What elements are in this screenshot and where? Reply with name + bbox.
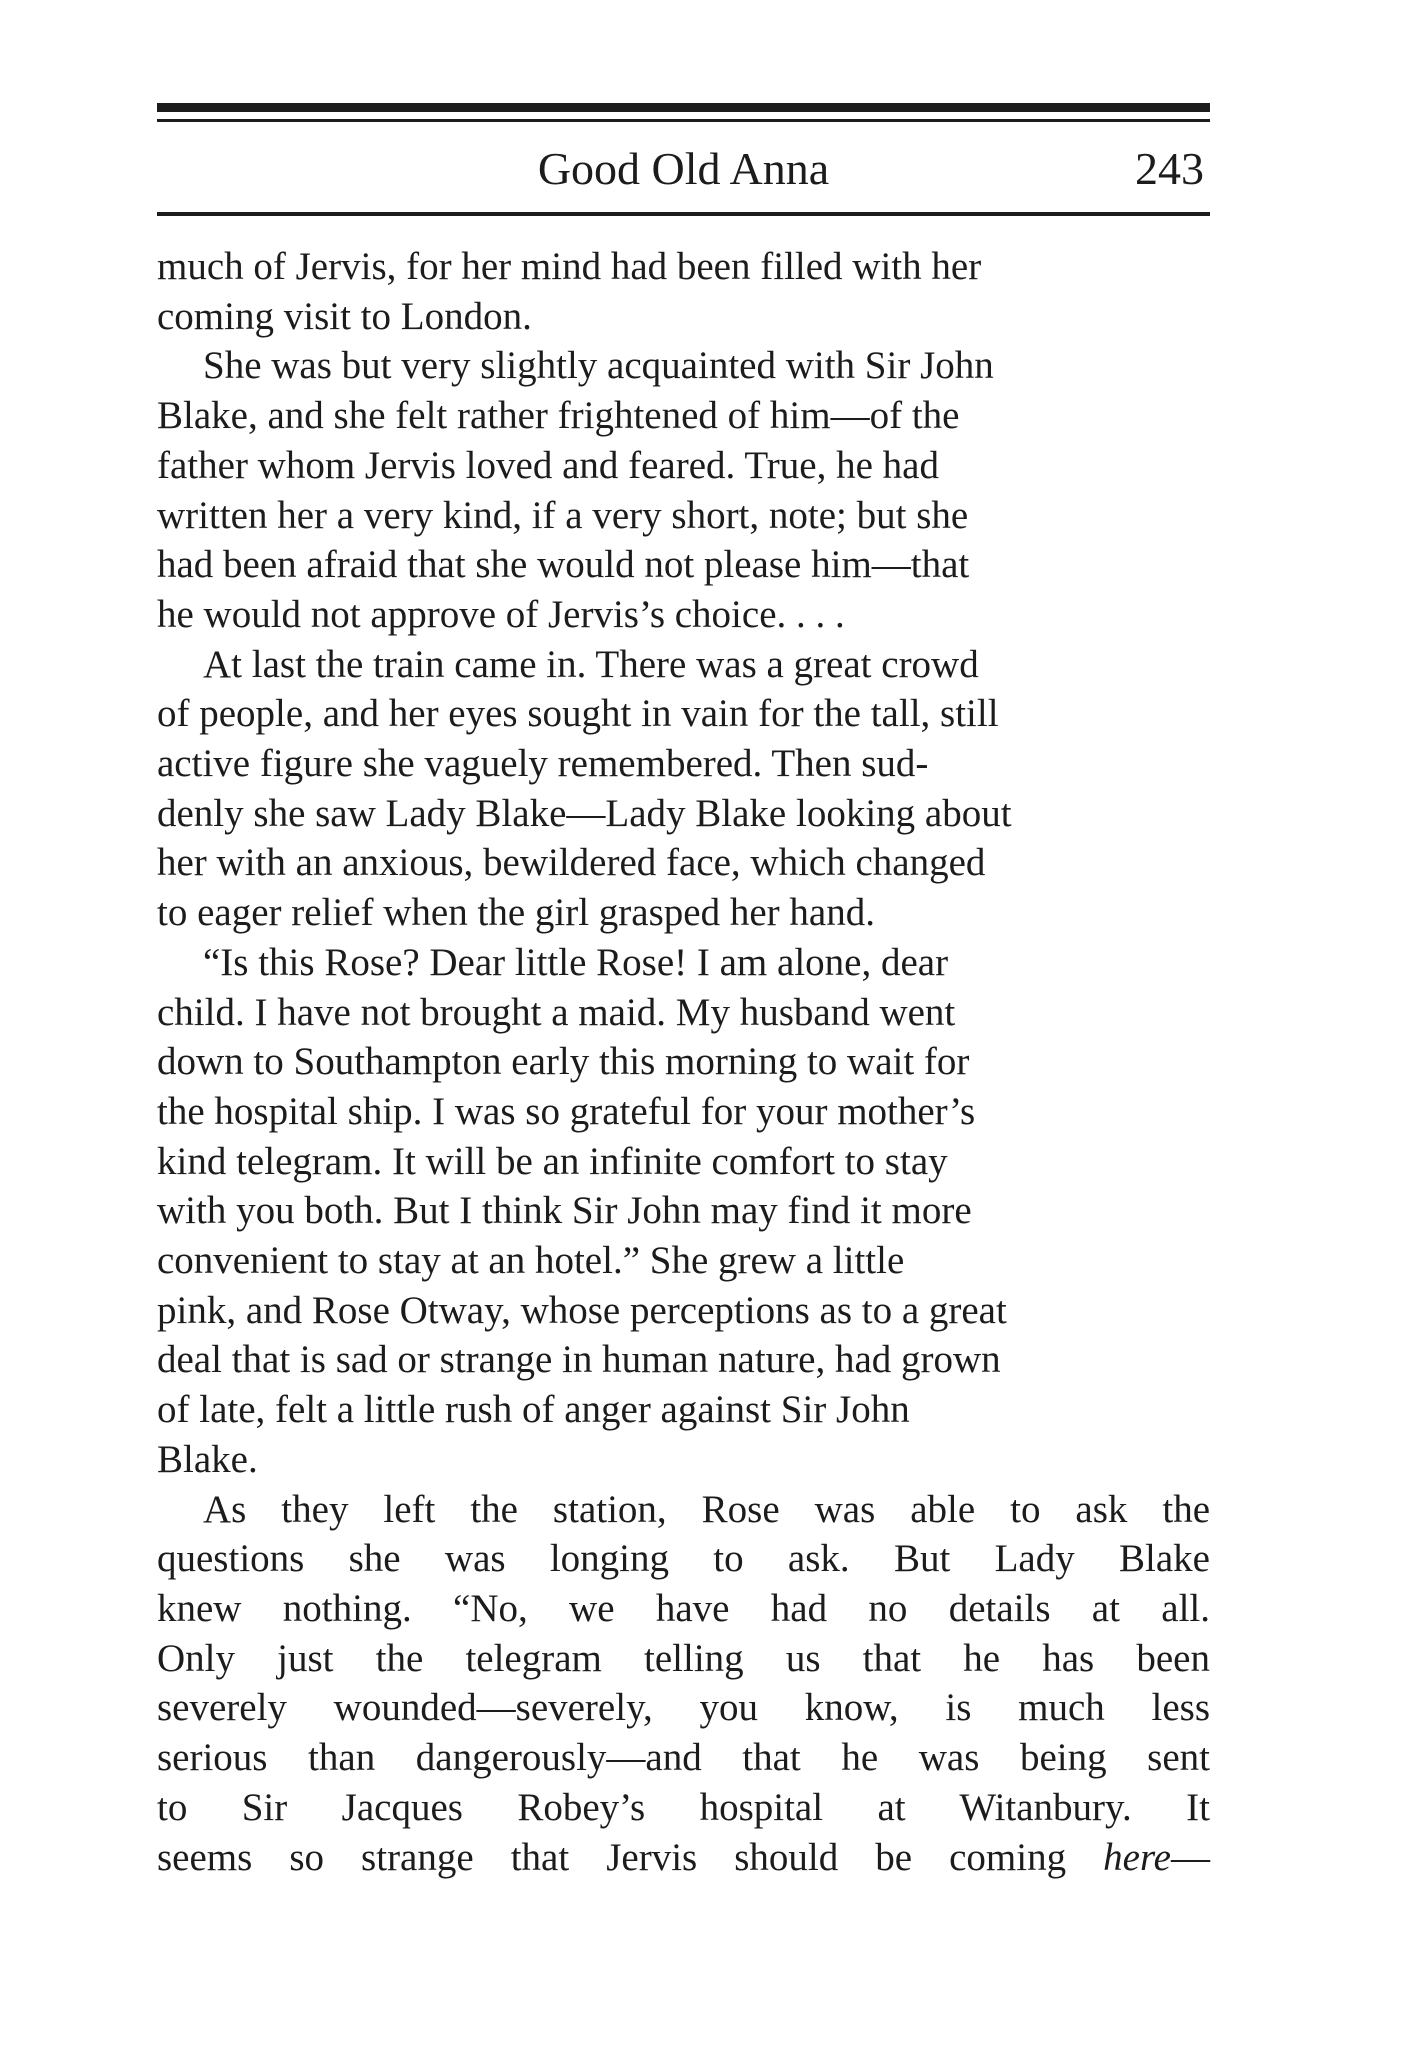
text-line: had been afraid that she would not please him—that (157, 543, 970, 587)
text-line: At last the train came in. There was a great crowd (203, 642, 979, 686)
header-rule (157, 212, 1210, 216)
text-line: of people, and her eyes sought in vain for the tall, still (157, 692, 999, 736)
paragraph (157, 640, 1210, 938)
text-line: father whom Jervis loved and feared. True, he had (157, 443, 939, 487)
text-line: pink, and Rose Otway, whose perceptions as to a great (157, 1288, 1007, 1332)
text-line: kind telegram. It will be an infinite comfort to stay (157, 1139, 948, 1183)
text-line: much of Jervis, for her mind had been filled with her (157, 245, 982, 288)
paragraph (157, 1485, 1210, 1883)
text-line: severely wounded—severely, you know, is much less (157, 1686, 1210, 1730)
text-line: serious than dangerously—and that he was being sent (157, 1736, 1210, 1780)
running-head (157, 138, 1210, 200)
text-line: to Sir Jacques Robey’s hospital at Witanbury. It (157, 1785, 1210, 1829)
body-text (157, 242, 1210, 1882)
text-segment: seems so strange that Jervis should be coming (157, 1835, 1104, 1879)
text-line: convenient to stay at an hotel.” She grew a little (157, 1239, 905, 1283)
page-number: 243 (1135, 143, 1204, 194)
text-line: questions she was longing to ask. But Lady Blake (157, 1537, 1210, 1581)
paragraph (157, 938, 1210, 1485)
text-line: “Is this Rose? Dear little Rose! I am alone, dear (203, 940, 949, 984)
top-rule-thin (157, 119, 1210, 122)
text-line: Blake. (157, 1437, 258, 1481)
text-line: of late, felt a little rush of anger against Sir John (157, 1388, 910, 1432)
text-line: down to Southampton early this morning to wait for (157, 1040, 970, 1084)
text-line: written her a very kind, if a very short, note; but she (157, 493, 969, 537)
top-rule-thick (157, 103, 1210, 112)
paragraph (157, 242, 1210, 341)
text-line: child. I have not brought a maid. My husband went (157, 990, 956, 1034)
italic-word: here (1103, 1835, 1171, 1879)
text-segment: — (1171, 1835, 1210, 1879)
paragraph (157, 341, 1210, 639)
text-line: to eager relief when the girl grasped her hand. (157, 891, 875, 935)
running-title: Good Old Anna (537, 143, 830, 194)
text-line: Blake, and she felt rather frightened of him—of the (157, 394, 960, 438)
text-line: Only just the telegram telling us that he has been (157, 1636, 1210, 1680)
text-line: deal that is sad or strange in human nature, had grown (157, 1338, 1001, 1382)
text-line: She was but very slightly acquainted with Sir John (203, 344, 994, 388)
text-line: her with an anxious, bewildered face, which changed (157, 841, 986, 885)
text-line: knew nothing. “No, we have had no details at all. (157, 1586, 1210, 1630)
text-line: active figure she vaguely remembered. Then sud- (157, 742, 929, 786)
text-line: As they left the station, Rose was able to ask the (203, 1487, 1210, 1531)
text-line: with you both. But I think Sir John may find it more (157, 1189, 972, 1233)
text-line: he would not approve of Jervis’s choice. . . . (157, 592, 845, 636)
text-line: the hospital ship. I was so grateful for your mother’s (157, 1089, 976, 1133)
text-line: coming visit to London. (157, 294, 532, 338)
text-line: denly she saw Lady Blake—Lady Blake looking about (157, 791, 1012, 835)
text-line (157, 1836, 1210, 1879)
